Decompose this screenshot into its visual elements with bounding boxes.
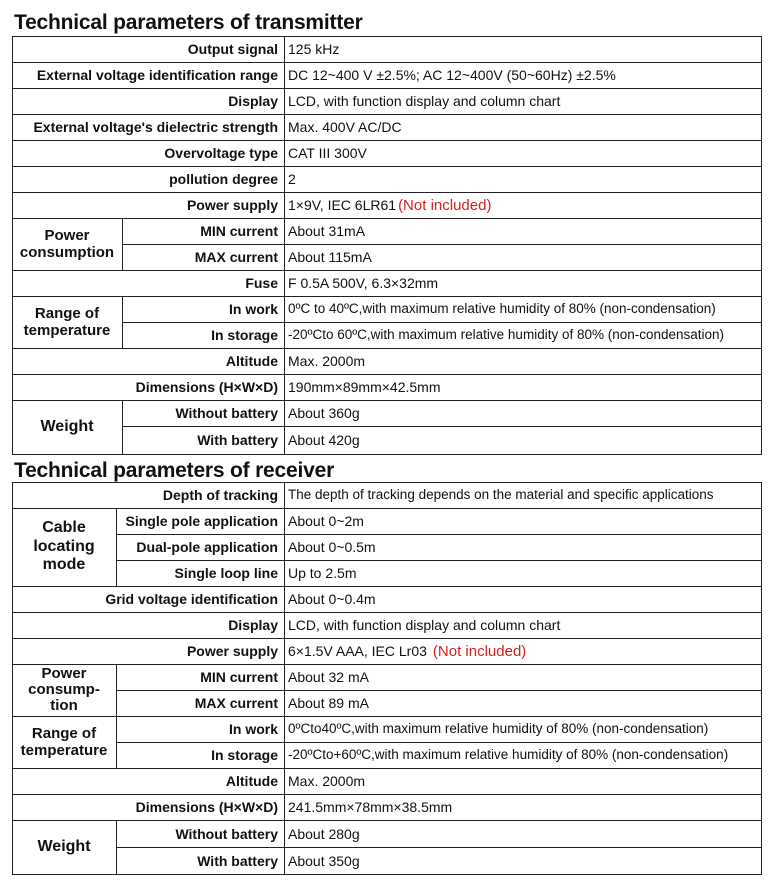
tx-not-included-note: (Not included): [398, 196, 492, 214]
single-loop-value: Up to 2.5m: [288, 565, 357, 581]
tx-power-supply-value: [284, 192, 761, 218]
tx-in-storage-label: In storage: [211, 327, 278, 343]
output-signal-label: Output signal: [187, 41, 278, 57]
tx-without-battery-value: About 360g: [288, 405, 360, 421]
rx-with-battery-label: With battery: [197, 852, 278, 869]
tx-power-supply-text: 1×9V, IEC 6LR61: [288, 197, 397, 213]
transmitter-section-title: Technical parameters of transmitter: [14, 11, 363, 34]
rx-power-consumption-group: Power consump-tion: [28, 665, 100, 714]
rx-max-current-label: MAX current: [194, 695, 278, 711]
overvoltage-label: Overvoltage type: [164, 145, 278, 161]
spec-table: [12, 0, 762, 882]
tx-in-work-label: In work: [228, 301, 278, 317]
tx-dimensions-label: Dimensions (H×W×D): [135, 379, 278, 395]
rx-with-battery-value: About 350g: [288, 852, 360, 869]
rx-display-value: LCD, with function display and column chart: [288, 617, 561, 633]
tx-with-battery-label: With battery: [197, 432, 278, 448]
rx-min-current-label: MIN current: [200, 669, 278, 685]
depth-value: The depth of tracking depends on the material and specific applications: [288, 487, 714, 503]
single-loop-label: Single loop line: [174, 565, 278, 581]
pollution-label: pollution degree: [169, 171, 278, 187]
rx-max-current-value: About 89 mA: [288, 695, 369, 711]
fuse-value: F 0.5A 500V, 6.3×32mm: [288, 275, 439, 291]
grid-voltage-value: About 0~0.4m: [288, 591, 376, 607]
tx-without-battery-label: Without battery: [175, 405, 278, 421]
dielectric-value: Max. 400V AC/DC: [288, 119, 402, 135]
tx-altitude-label: Altitude: [225, 353, 278, 369]
rx-in-storage-label: In storage: [211, 747, 278, 763]
ext-voltage-range-value: DC 12~400 V ±2.5%; AC 12~400V (50~60Hz) ±2.5%: [288, 67, 616, 83]
tx-min-current-value: About 31mA: [288, 223, 366, 239]
tx-power-supply-label: Power supply: [186, 197, 278, 213]
tx-with-battery-value: About 420g: [288, 432, 360, 448]
tx-max-current-label: MAX current: [194, 249, 278, 265]
tx-min-current-label: MIN current: [200, 223, 278, 239]
rx-without-battery-label: Without battery: [175, 825, 278, 842]
rx-min-current-value: About 32 mA: [288, 669, 369, 685]
rx-power-supply-text: 6×1.5V AAA, IEC Lr03: [288, 643, 427, 659]
rx-altitude-label: Altitude: [225, 773, 278, 789]
ext-voltage-range-label: External voltage identification range: [36, 67, 278, 83]
single-pole-label: Single pole application: [125, 513, 278, 529]
tx-weight-group: Weight: [40, 417, 94, 435]
rx-in-work-label: In work: [228, 721, 278, 737]
rx-altitude-value: Max. 2000m: [288, 773, 366, 789]
rx-display-label: Display: [228, 617, 278, 633]
overvoltage-value: CAT III 300V: [288, 145, 367, 161]
rx-without-battery-value: About 280g: [288, 825, 360, 842]
fuse-label: Fuse: [245, 275, 278, 291]
depth-label: Depth of tracking: [162, 487, 278, 503]
tx-display-value: LCD, with function display and column chart: [288, 93, 561, 109]
receiver-section-title: Technical parameters of receiver: [14, 459, 335, 482]
dual-pole-label: Dual-pole application: [136, 539, 278, 555]
tx-display-label: Display: [228, 93, 278, 109]
rx-dimensions-value: 241.5mm×78mm×38.5mm: [288, 799, 453, 815]
pollution-value: 2: [288, 171, 296, 187]
cable-mode-group: Cable locating mode: [33, 519, 95, 574]
tx-in-work-value: 0ºC to 40ºC,with maximum relative humidity of 80% (non-condensation): [288, 301, 716, 317]
dual-pole-value: About 0~0.5m: [288, 539, 376, 555]
output-signal-value: 125 kHz: [288, 41, 340, 57]
tx-dimensions-value: 190mm×89mm×42.5mm: [288, 379, 441, 395]
grid-voltage-label: Grid voltage identification: [105, 591, 278, 607]
tx-altitude-value: Max. 2000m: [288, 353, 366, 369]
rx-power-supply-value: [284, 638, 761, 664]
rx-power-supply-label: Power supply: [186, 643, 278, 659]
rx-in-storage-value: -20ºCto+60ºC,with maximum relative humidity of 80% (non-condensation): [288, 747, 729, 763]
tx-in-storage-value: -20ºCto 60ºC,with maximum relative humidity of 80% (non-condensation): [288, 327, 725, 343]
dielectric-label: External voltage's dielectric strength: [33, 119, 278, 135]
rx-in-work-value: 0ºCto40ºC,with maximum relative humidity of 80% (non-condensation): [288, 721, 709, 737]
rx-weight-group: Weight: [37, 837, 91, 855]
rx-dimensions-label: Dimensions (H×W×D): [135, 799, 278, 815]
rx-temperature-group: Range of temperature: [20, 724, 108, 759]
rx-not-included-note: (Not included): [432, 642, 527, 660]
tx-temperature-group: Range of temperature: [23, 304, 111, 339]
tx-max-current-value: About 115mA: [288, 249, 372, 265]
single-pole-value: About 0~2m: [288, 513, 364, 529]
tx-power-consumption-group: Power consumption: [19, 226, 115, 261]
